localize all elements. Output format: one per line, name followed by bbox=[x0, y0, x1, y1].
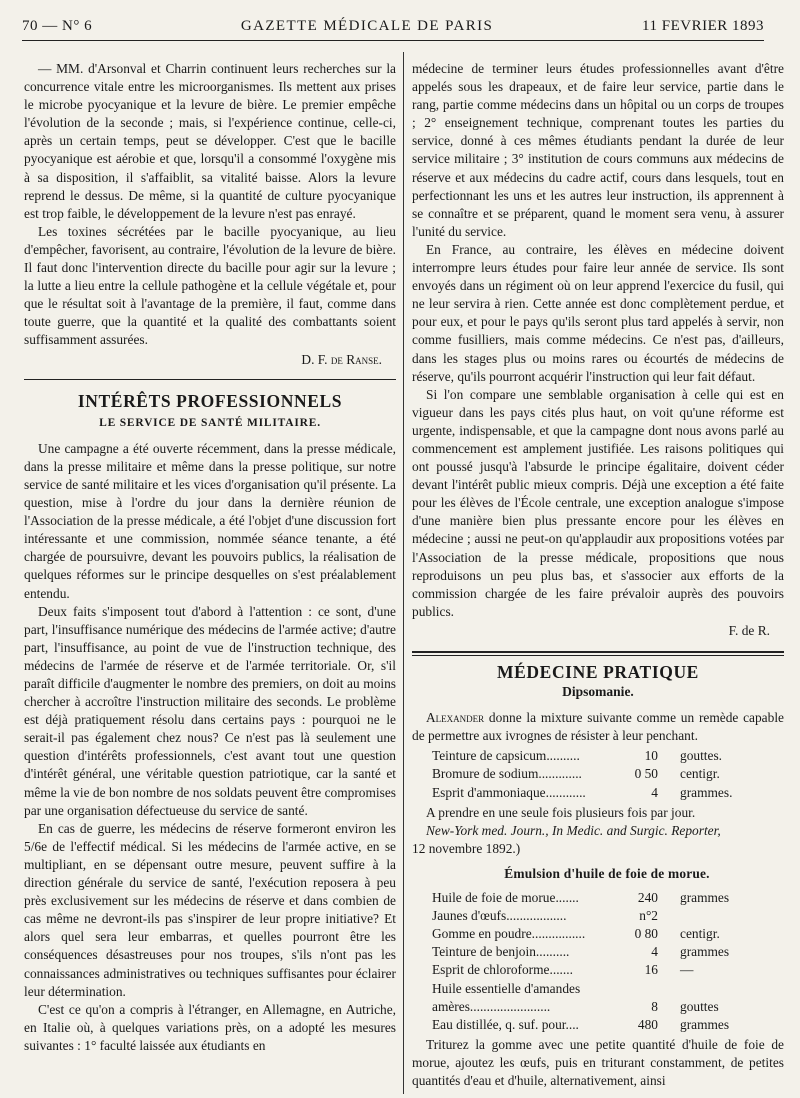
signature-initials: D. F. bbox=[301, 351, 328, 367]
paragraph: Une campagne a été ouverte récemment, dans la presse médicale, dans la presse militaire et même dans la presse politique, sur notre service de santé militaire et les vices d'organisation qu'il présente. La question, mise à l'ordre du jour dans la dernière réunion de l'Association de la presse médicale, a été l'objet d'une discussion fort intéressante et une commission, nommée séance tenante, a été chargée de poursuivre, devant les pouvoirs publics, la réalisation de quelques réformes sur le principe desquelles on s'est préalablement entendu. bbox=[24, 440, 396, 601]
ingredient-name: Huile de foie de morue....... bbox=[432, 890, 579, 906]
journal-title: GAZETTE MÉDICALE DE PARIS bbox=[240, 17, 494, 34]
paragraph-text: donne la mixture suivante comme un remède capable de permettre aux ivrognes de résister à leur penchant. bbox=[412, 710, 784, 744]
paragraph bbox=[412, 709, 784, 745]
ingredient-unit: gouttes. bbox=[680, 748, 723, 764]
paragraph: Si l'on compare une semblable organisation à celle qui est en vigueur dans les pays cités plus haut, on voit qu'une réforme est urgente, indispensable, et que la campagne dont nous avons parlé au commencement est amplement justifiée. Les raisons politiques qui ont poussé jusqu'à l'absurde le principe égalitaire, doivent céder devant l'intérêt public mieux compris. Déjà une exception a été faite pour les élèves de l'École centrale, une exception analogue s'impose d'une manière bien plus pressante encore pour les élèves en médecine ; aussi ne peut-on qu'applaudir aux propositions votées par l'Association de la presse médicale, propositions que nous reproduisons un peu plus bas, et s'associer aux efforts de la commission chargée de les faire prévaloir auprès des pouvoirs publics. bbox=[412, 386, 784, 619]
paragraph: Triturez la gomme avec une petite quantité d'huile de foie de morue, ajoutez les œufs, puis en triturant constamment, de petites quantités d'eau et d'huile, alternativement, ainsi bbox=[412, 1036, 784, 1088]
ingredient-unit: grammes. bbox=[680, 784, 733, 800]
prescription-row bbox=[432, 998, 784, 1016]
left-column bbox=[24, 60, 396, 1092]
ingredient-quantity: 8 bbox=[651, 998, 658, 1014]
recipe-title: Émulsion d'huile de foie de morue. bbox=[504, 865, 710, 881]
prescription-row bbox=[432, 1016, 784, 1034]
section-rule bbox=[412, 651, 784, 653]
section-title: INTÉRÊTS PROFESSIONNELS bbox=[77, 390, 343, 411]
paragraph: En France, au contraire, les élèves en médecine doivent interrompre leurs études pour faire leur année de service. Ils sont envoyés dans un régiment où on leur apprend l'exercice du fusil, qui ne leur servira à rien. Cette année est donc complètement perdue, et pour eux, et pour le pays qu'ils seront plus tard appelés à servir, non comme fusilliers, mais comme médecins. Ce n'est pas, d'ailleurs, dans les stages plus ou moins rares ou écourtés de médecins de réserve, qu'ils pourront acquérir l'instruction qui leur fait défaut. bbox=[412, 241, 784, 384]
paragraph: médecine de terminer leurs études professionnelles avant d'être appelés sous les drapeaux, et de faire leur service, partie dans le rang, partie comme médecins dans un hôpital ou un corps de troupes ; 2° enseignement technique, comprenant toutes les parties du service, donné à ces mêmes étudiants pendant la durée de leur service militaire ; 3° institution de cours communs aux médecins de réserve et aux médecins du cadre actif, cours dans lesquels, tout en perfectionnant les uns et les autres leur instruction, ils apprennent à se connaître et se préparent, quand le moment sera venu, à assurer l'unité du service. bbox=[412, 61, 784, 239]
ingredient-quantity: 16 bbox=[644, 962, 658, 978]
prescription-list bbox=[432, 889, 784, 1034]
ingredient-unit: centigr. bbox=[680, 766, 720, 782]
page-number: 70 — N° 6 bbox=[22, 17, 93, 34]
page-header bbox=[22, 14, 764, 38]
ingredient-unit: grammes bbox=[680, 890, 730, 906]
ingredient-name: Bromure de sodium............. bbox=[432, 766, 582, 782]
ingredient-unit: grammes bbox=[680, 944, 730, 960]
ingredient-name: Esprit de chloroforme....... bbox=[432, 962, 573, 978]
ingredient-unit bbox=[662, 980, 784, 998]
paragraph: A prendre en une seule fois plusieurs fois par jour. bbox=[426, 804, 696, 820]
ingredient-name: amères........................ bbox=[432, 998, 551, 1014]
prescription-row bbox=[432, 925, 784, 943]
ingredient-quantity: 480 bbox=[637, 1016, 658, 1032]
paragraph: En cas de guerre, les médecins de réserve formeront environ les 5/6e de l'effectif médical. Si les médecins de l'armée active, en se multipliant, en se dépensant outre mesure, peuvent suffire à la direction générale du service de santé, l'exécution reposera à peu près exclusivement sur les médecins de réserve et dans combien de cas même ne devront-ils pas s'inspirer de leur propre initiative? Et alors quel sera leur embarras, et quelles pourront être les conséquences désastreuses pour nos troupes, s'ils n'ont pas les connaissances administratives ou techniques suffisantes pour éclairer leur détermination. bbox=[24, 820, 396, 999]
ingredient-quantity: 0 80 bbox=[634, 926, 658, 942]
paragraph: Les toxines sécrétées par le bacille pyocyanique, au lieu d'empêcher, favorisent, au contraire, l'évolution de la levure de bière. Il faut donc l'intervention directe du bacille pour agir sur la levure ; la lutte a lieu entre la cellule pathogène et la cellule végétale et, pour que le résultat soit à l'avantage de la première, il faut, comme dans toute guerre, que la quantité et la qualité des combattants soient suffisamment assurées. bbox=[24, 223, 396, 348]
ingredient-quantity: n°2 bbox=[639, 908, 658, 924]
section-title: MÉDECINE PRATIQUE bbox=[497, 662, 699, 682]
prescription-row bbox=[432, 765, 784, 783]
ingredient-name: Teinture de benjoin.......... bbox=[432, 944, 570, 960]
ingredient-unit: — bbox=[680, 962, 694, 978]
section-rule bbox=[24, 379, 396, 380]
prescription-row bbox=[432, 747, 784, 765]
author-name: Alexander bbox=[426, 710, 485, 726]
prescription-row bbox=[432, 943, 784, 961]
ingredient-unit: grammes bbox=[680, 1016, 730, 1032]
ingredient-name: Gomme en poudre................ bbox=[432, 926, 586, 942]
prescription-row bbox=[432, 907, 784, 925]
prescription-row bbox=[432, 784, 784, 802]
prescription-row bbox=[432, 980, 784, 998]
signature: F. de R. bbox=[728, 622, 770, 638]
issue-date: 11 FEVRIER 1893 bbox=[642, 17, 764, 34]
prescription-row bbox=[432, 889, 784, 907]
reference-date: 12 novembre 1892.) bbox=[412, 840, 521, 856]
reference-source: New-York med. Journ., In Medic. and Surgic. Reporter, bbox=[426, 822, 721, 838]
signature-name: de Ranse. bbox=[330, 351, 382, 367]
paragraph: Deux faits s'imposent tout d'abord à l'attention : ce sont, d'une part, l'insuffisance numérique des médecins de l'armée active; d'autre part, l'insuffisance, au point de vue de l'instruction technique, des médecins de l'armée de réserve et de l'armée territoriale. Or, s'il paraît difficile d'augmenter le nombre des premiers, on doit au moins chercher à accroître l'instruction militaire des seconds. Le problème est déjà pratiquement résolu dans certains pays : pourquoi ne le serait-il pas également chez nous? Ce n'est pas là seulement une question d'intérêts professionnels, c'est avant tout une question d'intérêt général, une véritable question patriotique, car la santé et même la vie de bon nombre de nos soldats peuvent être compromises par une organisation défectueuse du service de santé. bbox=[24, 603, 396, 818]
ingredient-name: Teinture de capsicum.......... bbox=[432, 748, 580, 764]
ingredient-name: Huile essentielle d'amandes bbox=[432, 980, 581, 996]
header-rule bbox=[22, 40, 764, 41]
ingredient-quantity bbox=[614, 980, 662, 998]
ingredient-quantity: 4 bbox=[651, 784, 658, 800]
ingredient-name: Eau distillée, q. suf. pour.... bbox=[432, 1016, 579, 1032]
ingredient-quantity: 240 bbox=[637, 890, 658, 906]
ingredient-unit bbox=[662, 907, 784, 925]
ingredient-quantity: 10 bbox=[644, 748, 658, 764]
right-column bbox=[412, 60, 784, 1092]
prescription-row bbox=[432, 961, 784, 979]
signature bbox=[24, 351, 382, 369]
ingredient-quantity: 0 50 bbox=[634, 766, 658, 782]
ingredient-name: Esprit d'ammoniaque............ bbox=[432, 784, 586, 800]
paragraph: C'est ce qu'on a compris à l'étranger, en Allemagne, en Autriche, en Italie où, à quelques variations près, on a adopté les mesures suivantes : 1° faculté laissée aux étudiants en bbox=[24, 1001, 396, 1053]
ingredient-name: Jaunes d'œufs.................. bbox=[432, 908, 567, 924]
reference bbox=[412, 822, 784, 840]
ingredient-unit: gouttes bbox=[680, 998, 719, 1014]
prescription-list bbox=[432, 747, 784, 801]
article-title: LE SERVICE DE SANTÉ MILITAIRE. bbox=[99, 416, 321, 429]
section-rule-thin bbox=[412, 655, 784, 656]
ingredient-unit: centigr. bbox=[680, 926, 720, 942]
ingredient-quantity: 4 bbox=[651, 944, 658, 960]
subsection-title: Dipsomanie. bbox=[562, 684, 634, 700]
paragraph: — MM. d'Arsonval et Charrin continuent leurs recherches sur la concurrence vitale entre les microorganismes. Ils mettent aux prises le microbe pyocyanique et la levure de bière. Le premier empêche l'évolution de la seconde ; mais, si l'expérience continue, celle-ci, après un certain temps, peut se développer. C'est que le bacille pyocyanique est aérobie et que, lorsqu'il a consommé l'oxygène mis à sa disposition, il s'affaiblit, sa vitalité baisse. Alors la levure reprend le dessus. De même, si la quantité de culture pyocyanique est trop faible, le développement de la levure n'est pas enrayé. bbox=[24, 61, 396, 221]
column-divider bbox=[403, 52, 404, 1094]
